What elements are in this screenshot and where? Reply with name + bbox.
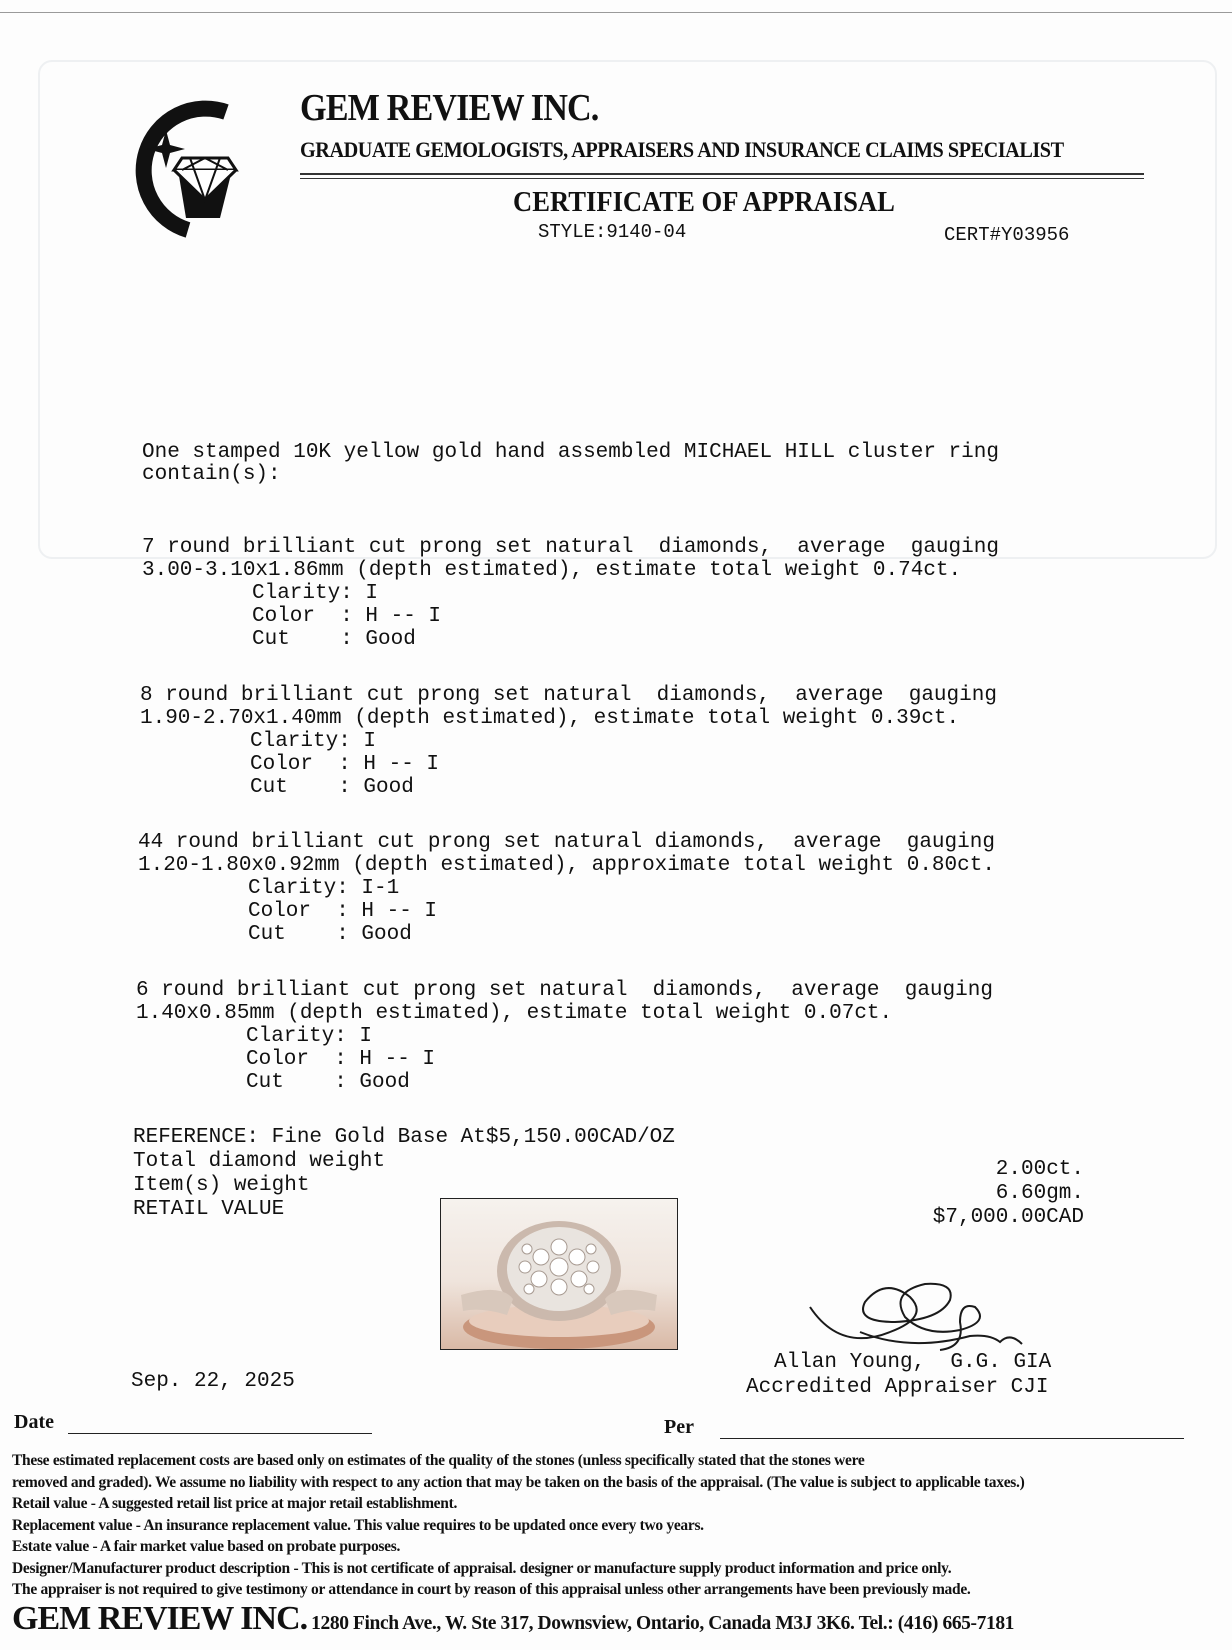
stone-line-2: 3.00-3.10x1.86mm (depth estimated), estimate total weight 0.74ct. xyxy=(142,559,962,582)
item-weight-label: Item(s) weight xyxy=(133,1174,310,1197)
cert-number: CERT#Y03956 xyxy=(944,224,1070,246)
appraiser-name: Allan Young, G.G. GIA xyxy=(774,1351,1052,1374)
item-weight-value: 6.60gm. xyxy=(995,1182,1084,1205)
top-border-line xyxy=(0,12,1232,13)
stone-line-2: 1.20-1.80x0.92mm (depth estimated), approximate total weight 0.80ct. xyxy=(138,854,995,877)
stone-clarity: Clarity: I xyxy=(250,730,377,753)
disclaimer-line-1: These estimated replacement costs are based only on estimates of the quality of the stones (unless specifically stated that the stones were xyxy=(12,1452,865,1469)
total-diamond-weight-label: Total diamond weight xyxy=(133,1150,386,1173)
disclaimer-line-3: Retail value - A suggested retail list price at major retail establishment. xyxy=(12,1495,458,1512)
signed-date: Sep. 22, 2025 xyxy=(131,1370,295,1393)
stone-color: Color : H -- I xyxy=(248,900,438,923)
per-label: Per xyxy=(664,1416,694,1438)
date-signature-line xyxy=(68,1433,372,1434)
stone-color: Color : H -- I xyxy=(250,753,440,776)
stone-cut: Cut : Good xyxy=(246,1071,410,1094)
stone-color: Color : H -- I xyxy=(252,605,442,628)
stone-clarity: Clarity: I-1 xyxy=(248,877,400,900)
reference-price: REFERENCE: Fine Gold Base At$5,150.00CAD/OZ xyxy=(133,1126,675,1149)
header-rule xyxy=(300,173,1144,175)
retail-value-label: RETAIL VALUE xyxy=(133,1198,285,1221)
footer-company: GEM REVIEW INC. xyxy=(12,1600,308,1637)
stone-line-1: 44 round brilliant cut prong set natural diamonds, average gauging xyxy=(138,831,995,854)
appraiser-signature-icon xyxy=(800,1262,1040,1362)
stone-cut: Cut : Good xyxy=(252,628,416,651)
company-subtitle: GRADUATE GEMOLOGISTS, APPRAISERS AND INSURANCE CLAIMS SPECIALIST xyxy=(300,137,1064,162)
stone-line-2: 1.40x0.85mm (depth estimated), estimate total weight 0.07ct. xyxy=(136,1002,893,1025)
stone-clarity: Clarity: I xyxy=(246,1025,373,1048)
certificate-title: CERTIFICATE OF APPRAISAL xyxy=(513,187,895,218)
disclaimer-line-7: The appraiser is not required to give testimony or attendance in court by reason of this appraisal unless other arrangements have been previously made. xyxy=(12,1581,971,1598)
per-signature-line xyxy=(720,1438,1184,1439)
stone-line-1: 7 round brilliant cut prong set natural diamonds, average gauging xyxy=(142,536,999,559)
disclaimer-line-5: Estate value - A fair market value based on probate purposes. xyxy=(12,1538,401,1555)
stone-line-2: 1.90-2.70x1.40mm (depth estimated), estimate total weight 0.39ct. xyxy=(140,707,960,730)
total-diamond-weight-value: 2.00ct. xyxy=(995,1158,1084,1181)
footer-address: 1280 Finch Ave., W. Ste 317, Downsview, Ontario, Canada M3J 3K6. Tel.: (416) 665-7181 xyxy=(311,1613,1015,1634)
gem-logo-icon xyxy=(108,90,248,240)
appraiser-title: Accredited Appraiser CJI xyxy=(746,1376,1049,1399)
disclaimer-line-6: Designer/Manufacturer product description - This is not certificate of appraisal. designer or manufacture supply product information and price only. xyxy=(12,1560,952,1577)
style-number: STYLE:9140-04 xyxy=(538,221,687,243)
stone-group-4 xyxy=(136,979,993,1094)
stone-cut: Cut : Good xyxy=(248,923,412,946)
header-rule-thin xyxy=(300,178,1144,179)
stone-group-1 xyxy=(142,536,999,651)
stone-group-2 xyxy=(140,684,997,799)
stone-line-1: 8 round brilliant cut prong set natural diamonds, average gauging xyxy=(140,684,997,707)
description-line-1: One stamped 10K yellow gold hand assembled MICHAEL HILL cluster ring xyxy=(142,441,999,464)
stone-cut: Cut : Good xyxy=(250,776,414,799)
stone-color: Color : H -- I xyxy=(246,1048,436,1071)
stone-line-1: 6 round brilliant cut prong set natural diamonds, average gauging xyxy=(136,979,993,1002)
retail-value-amount: $7,000.00CAD xyxy=(932,1206,1084,1229)
ring-photo xyxy=(440,1198,678,1350)
ring-image-icon xyxy=(441,1199,677,1349)
description-line-2: contain(s): xyxy=(142,463,281,486)
disclaimer-line-2: removed and graded). We assume no liability with respect to any action that may be taken on the basis of the appraisal. (The value is subject to applicable taxes.) xyxy=(12,1474,1025,1491)
company-name: GEM REVIEW INC. xyxy=(300,87,599,129)
stone-clarity: Clarity: I xyxy=(252,582,379,605)
disclaimer-line-4: Replacement value - An insurance replacement value. This value requires to be updated once every two years. xyxy=(12,1517,704,1534)
date-label: Date xyxy=(14,1411,54,1433)
footer-address-bar xyxy=(12,1600,1014,1638)
stone-group-3 xyxy=(138,831,995,946)
